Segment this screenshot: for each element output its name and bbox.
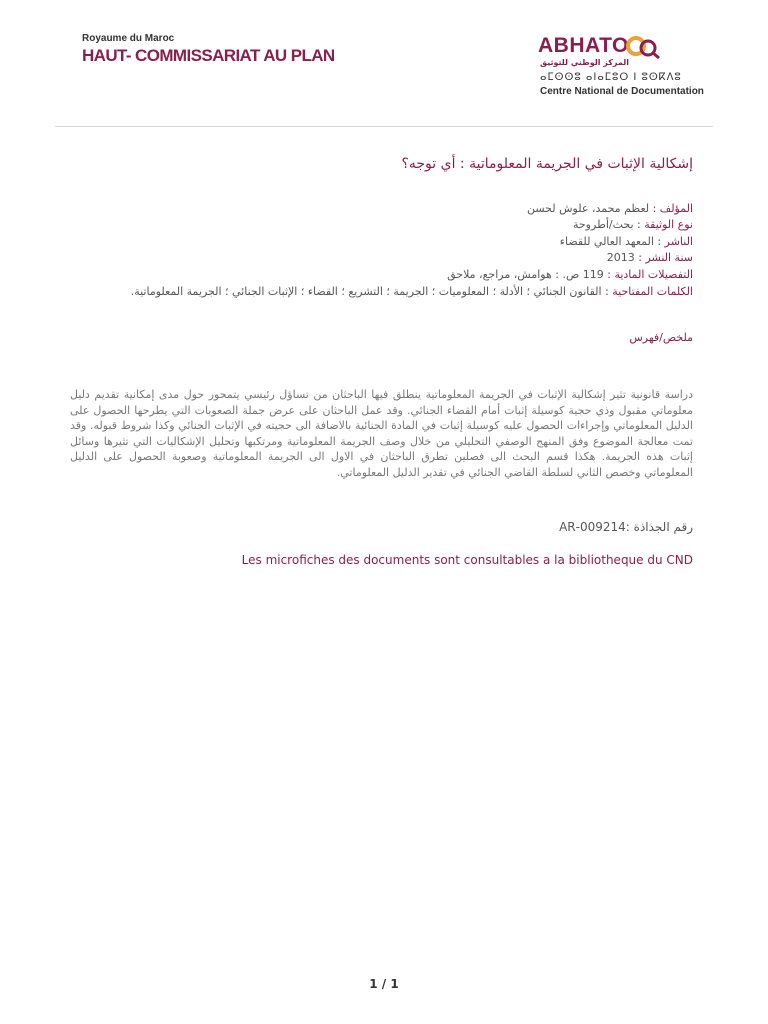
publisher-field (560, 234, 693, 249)
author-field (527, 201, 693, 216)
logo-tifinagh-name: ⴰⵎⵙⵙⵓ ⴰⵏⴰⵎⵓⵔ ⵏ ⵓⵙⴽⴷⵓ (540, 72, 682, 83)
keywords-field (131, 284, 693, 299)
record-number: رقم الجذاذة :009214-AR (559, 520, 693, 534)
doc-type-field (573, 217, 693, 232)
field-value: القانون الجنائي ؛ الأدلة ؛ المعلوميات ؛ الجريمة ؛ التشريع ؛ القضاء ؛ الإثبات الجنائي ؛ الجريمة المعلوماتية. (130, 285, 606, 298)
year-field (607, 250, 693, 265)
pagination: 1 / 1 (369, 977, 399, 991)
field-value: 119 ص. : هوامش، مراجع، ملاحق (447, 268, 608, 281)
field-value: لعظم محمد، علوش لحسن (526, 202, 653, 215)
header-separator (55, 126, 713, 127)
field-label: نوع الوثيقة : (637, 218, 693, 231)
field-label: سنة النشر : (638, 251, 693, 264)
hcp-logo-text: HAUT- COMMISSARIAT AU PLAN (82, 46, 335, 65)
document-title: إشكالية الإثبات في الجريمة المعلوماتية : أي توجه؟ (401, 156, 693, 172)
field-value: المعهد العالي للقضاء (559, 235, 658, 248)
field-value: 2013 (606, 251, 639, 264)
physical-details-field (447, 267, 693, 282)
logo-center-name: Centre National de Documentation (540, 86, 704, 97)
field-label: الكلمات المفتاحية : (605, 285, 693, 298)
field-label: التفصيلات المادية : (607, 268, 693, 281)
logo-arabic-name: المركز الوطني للتوثيق (540, 58, 629, 67)
microfiche-notice: Les microfiches des documents sont consultables a la bibliotheque du CND (241, 553, 693, 567)
cnd-logo (538, 34, 713, 100)
logo-rings-icon (624, 34, 664, 60)
abhato-wordmark: ABHATO (538, 34, 629, 57)
summary-link[interactable]: ملخص/فهرس (629, 331, 693, 344)
abstract-text: دراسة قانونية تثير إشكالية الإثبات في الجريمة المعلوماتية ينطلق فيها الباحثان من تساؤل رئيسي يتمحور حول مدى إمكانية تقديم دليل معلوماتي مقبول وذي حجية كوسيلة إثبات أمام القضاء الجنائي. وقد عمل الباحثان على عرض جملة الصعوبات التي يطرحها الحصول على الدليل المعلوماتي وإجراءات الحصول عليه كوسيلة إثبات في المادة الجنائية بالاضافة الى حجيته في الإثبات الجنائي وكذا شروط قبوله. وقد تمت معالجة الموضوع وفق المنهج الوصفي التحليلي من خلال وصف الجريمة المعلوماتية ومرتكبها وتحليل الإشكاليات التي تثيرها وسائل إثبات هذه الجريمة. هكذا قسم البحث الى فصلين تطرق الباحثان في الاول الى الجريمة المعلوماتية وصعوبة الحصول على الدليل المعلوماتي وخصص الثاني لسلطة القاضي الجنائي في تقدير الدليل المعلوماتي. (70, 388, 693, 479)
field-label: الناشر : (657, 235, 693, 248)
field-label: المؤلف : (652, 202, 693, 215)
field-value: بحث/أطروحة (572, 218, 638, 231)
hcp-country-label: Royaume du Maroc (82, 33, 175, 44)
